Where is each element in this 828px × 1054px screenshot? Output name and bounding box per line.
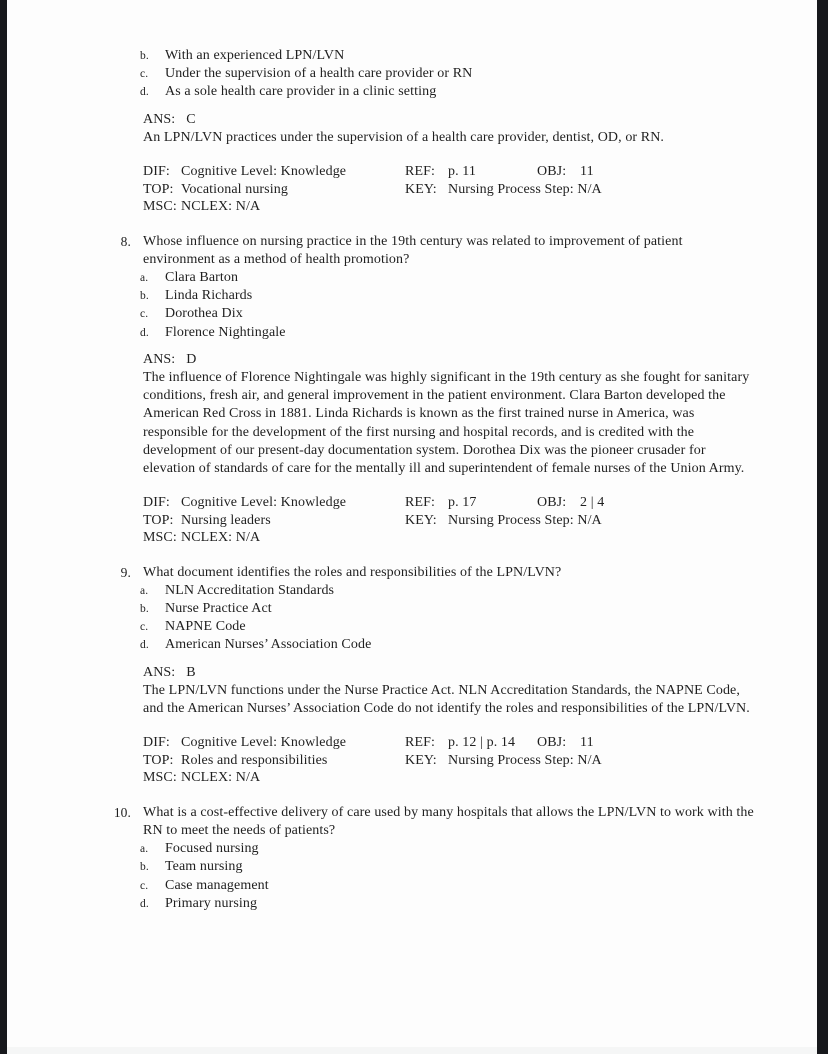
- option-row: [140, 83, 755, 101]
- option-letter: a.: [140, 271, 149, 284]
- option-text: Nurse Practice Act: [165, 601, 272, 617]
- option-row: [140, 877, 755, 895]
- question-number: 8.: [120, 233, 131, 249]
- options-list: [140, 582, 755, 655]
- meta-key-value: Nursing Process Step: N/A: [448, 752, 602, 768]
- answer-label: ANS:: [143, 111, 176, 127]
- meta-ref-label: REF:: [405, 495, 435, 511]
- option-text: NLN Accreditation Standards: [165, 582, 335, 598]
- options-list: [140, 47, 755, 102]
- question-block-9: [120, 564, 755, 787]
- answer-value: B: [186, 664, 196, 680]
- page-content: [113, 47, 755, 913]
- question-metadata: [143, 163, 755, 216]
- answer-line: [143, 351, 755, 369]
- option-row: [140, 618, 755, 636]
- meta-msc-value: NCLEX: N/A: [181, 770, 261, 786]
- question-metadata: [143, 494, 755, 547]
- option-letter: d.: [140, 86, 149, 99]
- meta-ref-value: p. 11: [448, 164, 476, 180]
- meta-row: [143, 181, 755, 199]
- options-list: [140, 269, 755, 342]
- option-text: Team nursing: [165, 859, 243, 875]
- option-row: [140, 840, 755, 858]
- meta-row: [143, 734, 755, 752]
- answer-line: [143, 664, 755, 682]
- meta-dif-label: DIF:: [143, 495, 170, 511]
- option-letter: a.: [140, 843, 149, 856]
- option-text: As a sole health care provider in a clinic setting: [165, 84, 437, 100]
- question-block-10: [113, 804, 755, 913]
- question-number: 10.: [113, 804, 131, 820]
- meta-row: [143, 769, 755, 787]
- meta-dif-value: Cognitive Level: Knowledge: [181, 735, 347, 751]
- question-text: Whose influence on nursing practice in the 19th century was related to improvement of patient environment as a method of health promotion?: [143, 233, 683, 267]
- meta-ref-value: p. 17: [448, 495, 477, 511]
- meta-key-label: KEY:: [405, 181, 437, 197]
- meta-obj-label: OBJ:: [537, 495, 567, 511]
- meta-top-label: TOP:: [143, 181, 174, 197]
- meta-ref-label: REF:: [405, 735, 435, 751]
- question-number: 9.: [120, 564, 131, 580]
- option-row: [140, 65, 755, 83]
- option-row: [140, 324, 755, 342]
- meta-row: [143, 198, 755, 216]
- meta-obj-value: 11: [580, 735, 594, 751]
- meta-key-label: KEY:: [405, 512, 437, 528]
- answer-value: C: [186, 111, 196, 127]
- meta-top-label: TOP:: [143, 512, 174, 528]
- options-list: [140, 840, 755, 913]
- meta-dif-label: DIF:: [143, 164, 170, 180]
- answer-label: ANS:: [143, 664, 176, 680]
- option-letter: c.: [140, 879, 149, 892]
- answer-line: [143, 111, 755, 129]
- meta-top-value: Vocational nursing: [181, 181, 288, 197]
- question-block-7-continuation: [140, 47, 755, 216]
- answer-label: ANS:: [143, 351, 176, 367]
- option-letter: d.: [140, 639, 149, 652]
- option-text: Case management: [165, 877, 269, 893]
- document-page: [7, 0, 817, 1054]
- option-row: [140, 47, 755, 65]
- rationale-text: The influence of Florence Nightingale was highly significant in the 19th century as she fought for sanitary conditions, fresh air, and general improvement in the patient environment. Clara Barton developed the American Red Cross in 1881. Linda Richards is known as the first trained nurse in America, was responsible for the development of the first nursing and hospital records, and is credited with the development of our present-day documentation system. Dorothea Dix was the pioneer crusader for elevation of standards of care for the mentally ill and superintendent of female nurses of the Union Army.: [143, 369, 750, 476]
- option-text: American Nurses’ Association Code: [165, 637, 372, 653]
- rationale-text: The LPN/LVN functions under the Nurse Practice Act. NLN Accreditation Standards, the NAPNE Code, and the American Nurses’ Association Code do not identify the roles and responsibilities of the LPN/LVN.: [143, 682, 750, 717]
- option-text: Florence Nightingale: [165, 324, 286, 340]
- question-text: What document identifies the roles and responsibilities of the LPN/LVN?: [143, 564, 562, 580]
- option-text: Dorothea Dix: [165, 306, 243, 322]
- option-letter: c.: [140, 308, 149, 321]
- meta-obj-label: OBJ:: [537, 164, 567, 180]
- option-row: [140, 895, 755, 913]
- option-row: [140, 858, 755, 876]
- meta-obj-value: 11: [580, 164, 594, 180]
- meta-obj-value: 2 | 4: [580, 495, 605, 511]
- question-text-wrap: [120, 564, 755, 582]
- option-text: Under the supervision of a health care provider or RN: [165, 66, 473, 82]
- option-row: [140, 582, 755, 600]
- option-text: Focused nursing: [165, 841, 259, 857]
- meta-row: [143, 512, 755, 530]
- option-letter: a.: [140, 584, 149, 597]
- question-text: What is a cost-effective delivery of care used by many hospitals that allows the LPN/LVN to work with the RN to meet the needs of patients?: [143, 804, 754, 838]
- meta-ref-label: REF:: [405, 164, 435, 180]
- rationale-text: An LPN/LVN practices under the supervision of a health care provider, dentist, OD, or RN.: [143, 129, 665, 145]
- meta-msc-value: NCLEX: N/A: [181, 530, 261, 546]
- meta-dif-label: DIF:: [143, 735, 170, 751]
- option-row: [140, 269, 755, 287]
- meta-msc-value: NCLEX: N/A: [181, 199, 261, 215]
- meta-msc-label: MSC:: [143, 770, 177, 786]
- meta-row: [143, 752, 755, 770]
- meta-msc-label: MSC:: [143, 530, 177, 546]
- question-metadata: [143, 734, 755, 787]
- meta-ref-value: p. 12 | p. 14: [448, 735, 516, 751]
- meta-row: [143, 163, 755, 181]
- meta-row: [143, 494, 755, 512]
- option-row: [140, 636, 755, 654]
- option-letter: c.: [140, 68, 149, 81]
- option-letter: b.: [140, 603, 149, 616]
- option-text: With an experienced LPN/LVN: [165, 48, 345, 63]
- option-letter: b.: [140, 861, 149, 874]
- meta-top-value: Nursing leaders: [181, 512, 271, 528]
- meta-msc-label: MSC:: [143, 199, 177, 215]
- answer-value: D: [186, 351, 197, 367]
- meta-key-label: KEY:: [405, 752, 437, 768]
- meta-top-value: Roles and responsibilities: [181, 752, 328, 768]
- option-row: [140, 305, 755, 323]
- meta-top-label: TOP:: [143, 752, 174, 768]
- option-letter: b.: [140, 290, 149, 303]
- option-letter: c.: [140, 621, 149, 634]
- option-text: Clara Barton: [165, 269, 239, 285]
- meta-dif-value: Cognitive Level: Knowledge: [181, 495, 347, 511]
- option-row: [140, 600, 755, 618]
- option-text: Primary nursing: [165, 895, 258, 911]
- meta-key-value: Nursing Process Step: N/A: [448, 512, 602, 528]
- meta-key-value: Nursing Process Step: N/A: [448, 181, 602, 197]
- question-text-wrap: [113, 804, 755, 840]
- question-block-8: [120, 233, 755, 547]
- option-row: [140, 287, 755, 305]
- meta-dif-value: Cognitive Level: Knowledge: [181, 164, 347, 180]
- option-letter: b.: [140, 50, 149, 62]
- meta-row: [143, 529, 755, 547]
- meta-obj-label: OBJ:: [537, 735, 567, 751]
- option-text: Linda Richards: [165, 288, 253, 304]
- option-letter: d.: [140, 326, 149, 339]
- question-text-wrap: [120, 233, 755, 269]
- option-text: NAPNE Code: [165, 619, 246, 635]
- option-letter: d.: [140, 897, 149, 910]
